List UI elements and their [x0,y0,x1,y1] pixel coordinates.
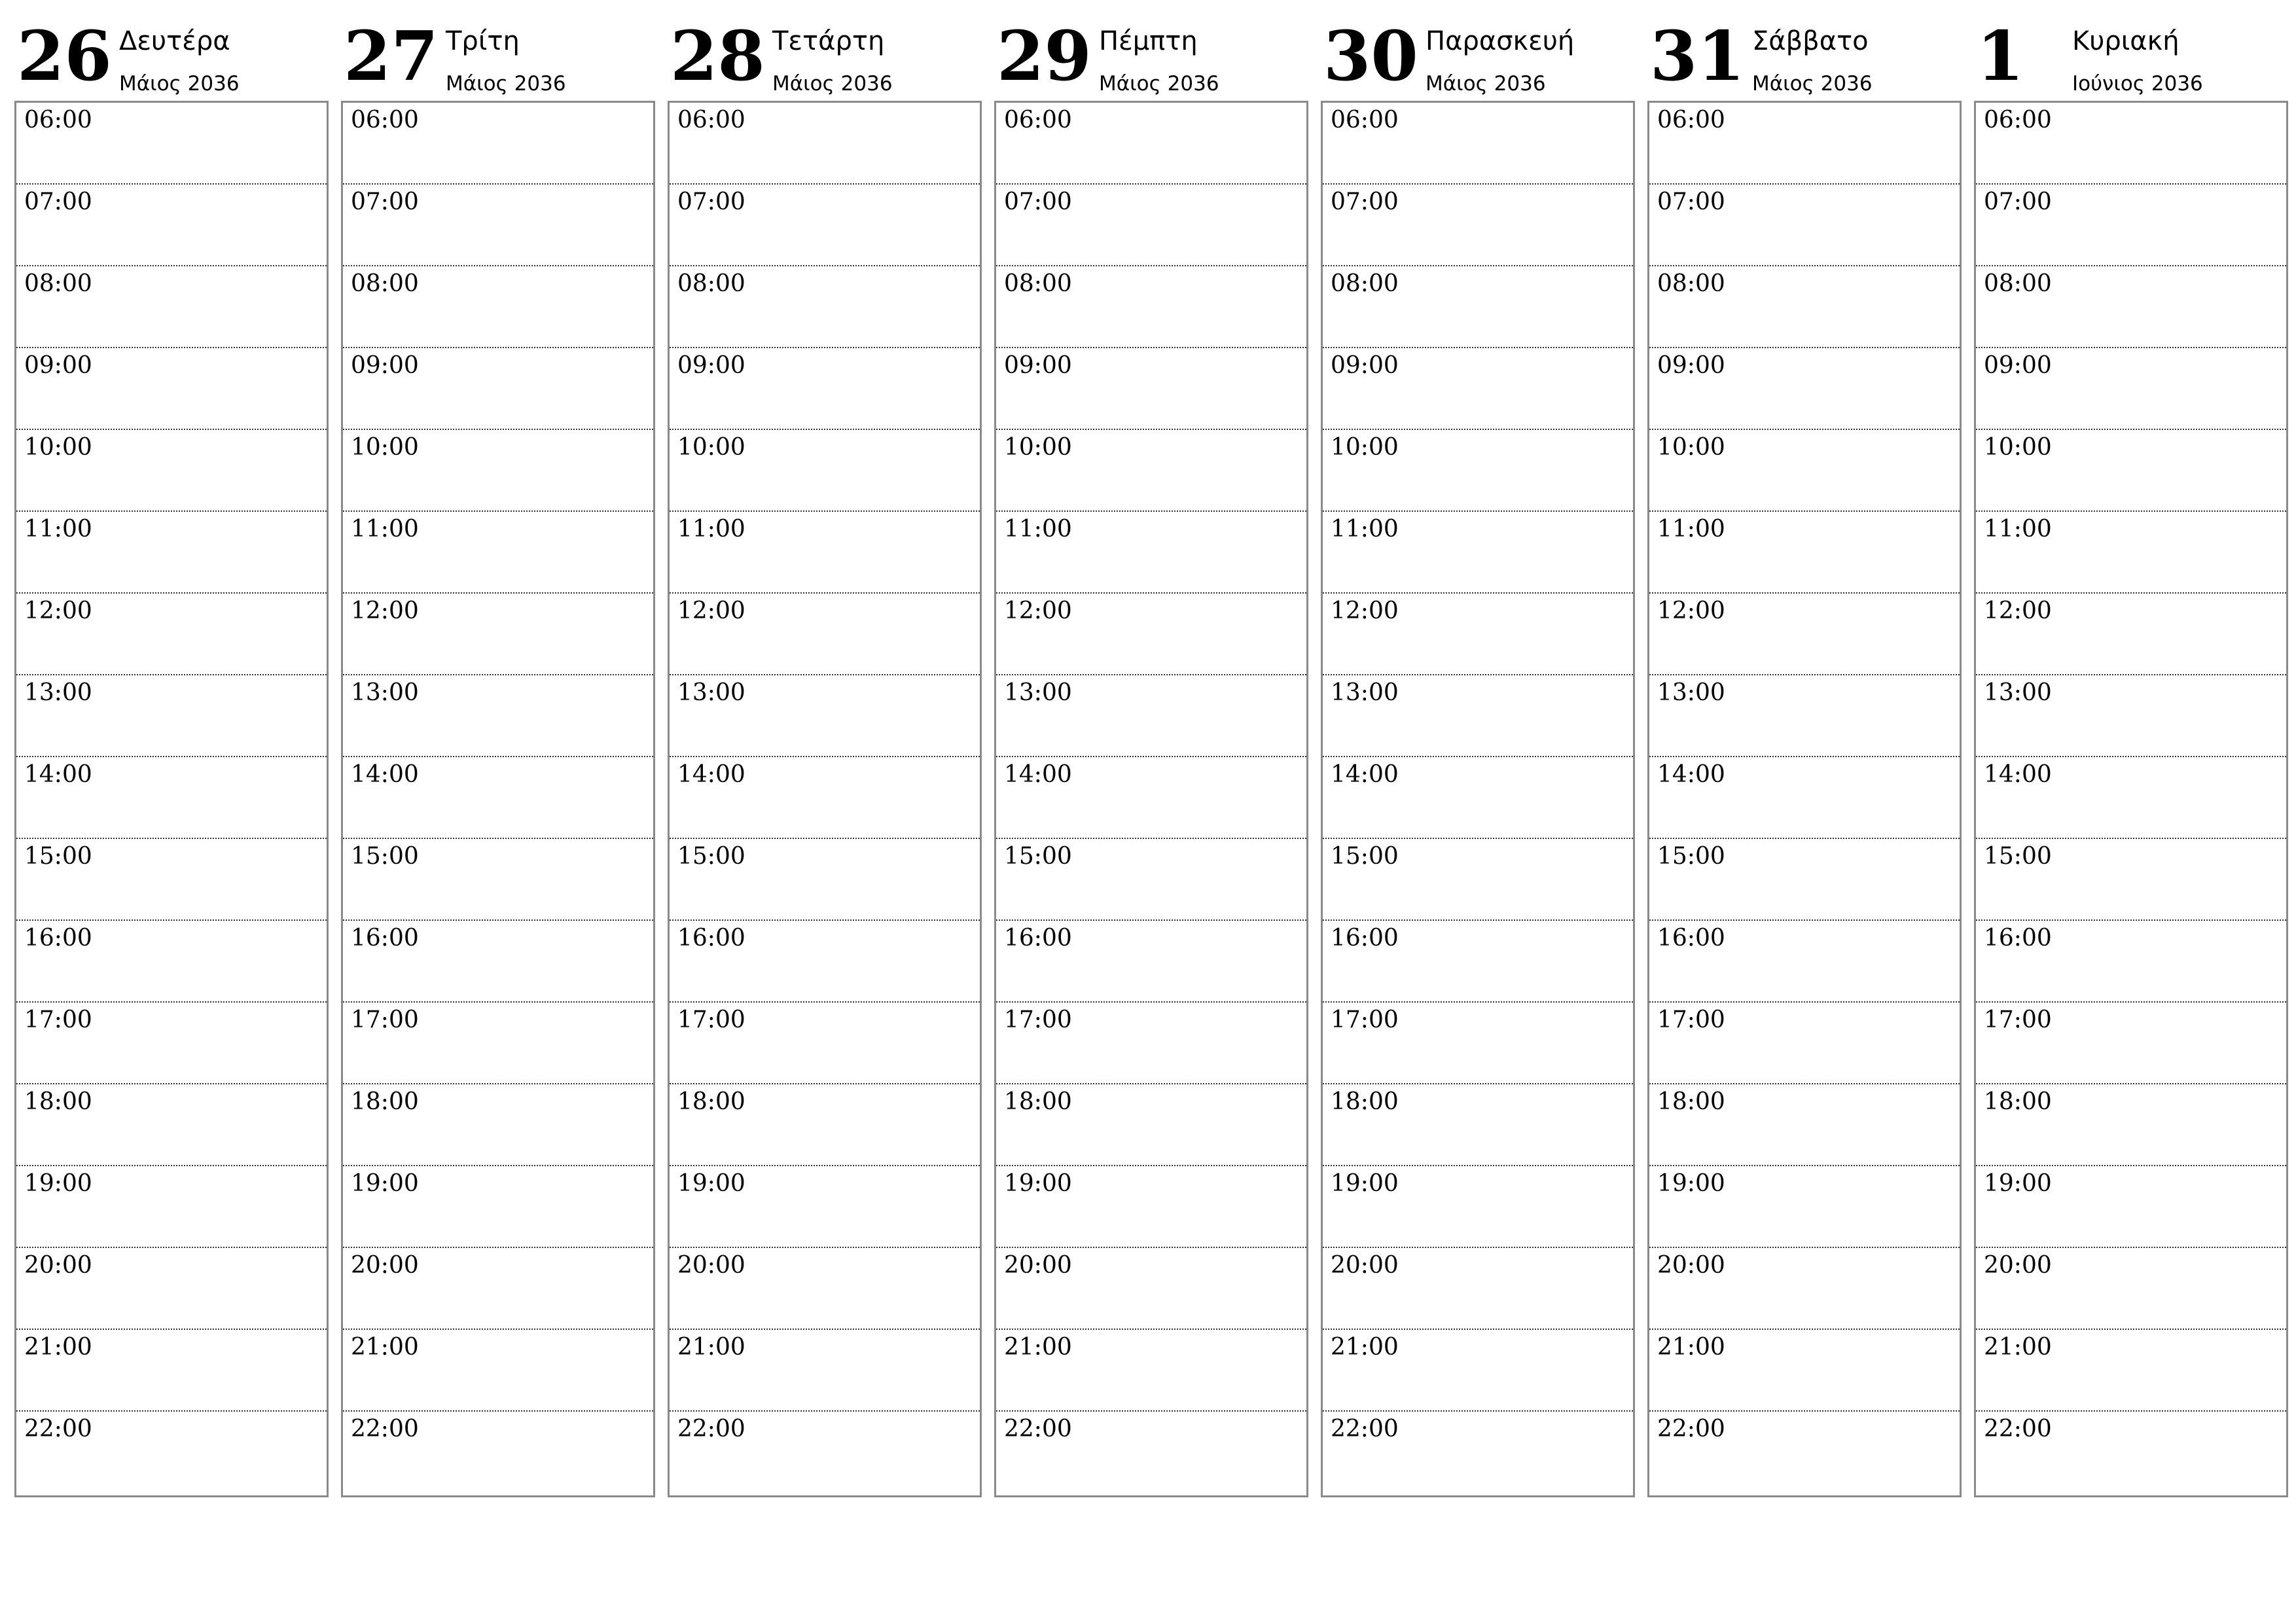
hour-label: 22:00 [1657,1416,1725,1442]
hour-slot[interactable] [670,103,980,185]
hour-label: 20:00 [1331,1252,1399,1279]
hour-label: 11:00 [677,516,745,543]
hour-slot[interactable] [1323,839,1633,921]
hour-slot[interactable] [1323,757,1633,839]
hour-label: 11:00 [1331,516,1399,543]
hour-label: 09:00 [1657,352,1725,379]
hour-slot[interactable] [1976,185,2286,266]
hour-slot[interactable] [996,185,1306,266]
hour-label: 19:00 [24,1170,92,1197]
hour-label: 08:00 [1984,270,2052,297]
hour-slot[interactable] [670,430,980,512]
hour-slot[interactable] [996,512,1306,594]
hour-slot[interactable] [1649,1248,1960,1330]
hour-label: 20:00 [1004,1252,1072,1279]
hour-label: 17:00 [351,1007,419,1033]
hour-slot[interactable] [1649,1003,1960,1084]
hour-slot[interactable] [16,594,327,675]
hour-slot[interactable] [343,266,653,348]
hour-label: 09:00 [24,352,92,379]
hour-label: 17:00 [1984,1007,2052,1033]
hour-slot[interactable] [670,675,980,757]
hour-slot[interactable] [343,1412,653,1492]
hour-label: 16:00 [1657,925,1725,952]
hour-slot[interactable] [16,348,327,430]
hour-label: 08:00 [1004,270,1072,297]
hour-slot[interactable] [1323,348,1633,430]
hour-slot[interactable] [670,757,980,839]
hour-slot[interactable] [670,839,980,921]
hour-slot[interactable] [1323,1084,1633,1166]
hour-label: 17:00 [1004,1007,1072,1033]
day-name: Κυριακή [2072,26,2179,56]
hour-slot[interactable] [1649,1412,1960,1492]
day-header [341,13,654,101]
day-name: Δευτέρα [119,26,230,56]
hour-label: 12:00 [24,597,92,624]
hour-slot[interactable] [670,1166,980,1248]
hour-label: 06:00 [1657,107,1725,134]
hour-label: 06:00 [1984,107,2052,134]
hour-slot[interactable] [670,594,980,675]
hour-label: 07:00 [1984,188,2052,215]
hour-label: 12:00 [1984,597,2052,624]
hour-slot[interactable] [16,1003,327,1084]
hour-slot[interactable] [670,1003,980,1084]
hour-label: 21:00 [1004,1334,1072,1361]
hour-label: 07:00 [677,188,745,215]
hour-slot[interactable] [16,1248,327,1330]
hour-label: 14:00 [24,761,92,788]
hour-label: 21:00 [24,1334,92,1361]
hour-slot[interactable] [1976,1166,2286,1248]
day-name: Παρασκευή [1426,26,1575,56]
hour-slot[interactable] [16,675,327,757]
hour-slot[interactable] [670,512,980,594]
hour-slot[interactable] [1323,103,1633,185]
hour-slot[interactable] [996,1084,1306,1166]
hour-label: 14:00 [1657,761,1725,788]
hour-label: 08:00 [351,270,419,297]
hour-label: 18:00 [1331,1088,1399,1115]
hour-label: 19:00 [351,1170,419,1197]
hour-label: 08:00 [24,270,92,297]
hour-label: 16:00 [677,925,745,952]
hour-slot[interactable] [1976,1084,2286,1166]
hour-label: 22:00 [24,1416,92,1442]
hour-label: 15:00 [677,843,745,870]
hour-label: 19:00 [1331,1170,1399,1197]
hour-label: 16:00 [24,925,92,952]
hour-slot[interactable] [996,1412,1306,1492]
hour-label: 15:00 [1984,843,2052,870]
hour-label: 21:00 [1657,1334,1725,1361]
hour-slot[interactable] [1976,348,2286,430]
hour-label: 10:00 [1657,434,1725,461]
hour-slot[interactable] [1976,1003,2286,1084]
hour-slot[interactable] [1649,185,1960,266]
hour-slot[interactable] [670,348,980,430]
hour-slot[interactable] [343,348,653,430]
hour-slot[interactable] [16,1084,327,1166]
hour-slot[interactable] [996,1003,1306,1084]
hour-label: 18:00 [1004,1088,1072,1115]
hour-label: 14:00 [677,761,745,788]
hour-label: 13:00 [677,679,745,706]
hour-slot[interactable] [1976,1330,2286,1412]
hour-slot[interactable] [1649,1330,1960,1412]
day-number: 31 [1650,16,1745,96]
hour-label: 22:00 [1004,1416,1072,1442]
hour-slot[interactable] [16,430,327,512]
hour-slot[interactable] [16,839,327,921]
hour-slot[interactable] [996,348,1306,430]
hour-label: 20:00 [677,1252,745,1279]
day-schedule [1647,101,1962,1497]
hour-slot[interactable] [1649,512,1960,594]
hour-label: 14:00 [1984,761,2052,788]
hour-label: 11:00 [1657,516,1725,543]
hour-label: 11:00 [24,516,92,543]
day-name: Πέμπτη [1099,26,1198,56]
hour-slot[interactable] [1323,1330,1633,1412]
day-number: 30 [1323,16,1418,96]
hour-slot[interactable] [1649,103,1960,185]
day-header [668,13,980,101]
hour-label: 12:00 [1004,597,1072,624]
hour-slot[interactable] [1649,757,1960,839]
hour-slot[interactable] [996,103,1306,185]
hour-slot[interactable] [1323,1166,1633,1248]
hour-label: 09:00 [351,352,419,379]
hour-slot[interactable] [343,594,653,675]
hour-slot[interactable] [1323,1003,1633,1084]
day-number: 1 [1977,16,2024,96]
hour-slot[interactable] [343,430,653,512]
hour-slot[interactable] [1976,839,2286,921]
hour-label: 22:00 [1331,1416,1399,1442]
day-number: 27 [344,16,439,96]
hour-slot[interactable] [996,1248,1306,1330]
hour-label: 11:00 [351,516,419,543]
hour-slot[interactable] [670,1084,980,1166]
hour-slot[interactable] [1976,921,2286,1003]
hour-label: 13:00 [351,679,419,706]
hour-slot[interactable] [1323,266,1633,348]
hour-label: 19:00 [677,1170,745,1197]
hour-slot[interactable] [670,266,980,348]
hour-label: 06:00 [1331,107,1399,134]
day-header [1974,13,2287,101]
hour-slot[interactable] [996,1166,1306,1248]
hour-slot[interactable] [996,1330,1306,1412]
hour-slot[interactable] [1649,675,1960,757]
hour-label: 09:00 [1331,352,1399,379]
hour-label: 12:00 [1331,597,1399,624]
day-column-wednesday [668,13,980,1442]
hour-slot[interactable] [670,921,980,1003]
hour-label: 10:00 [351,434,419,461]
day-header [14,13,327,101]
hour-label: 10:00 [677,434,745,461]
day-column-saturday [1647,13,1960,1442]
hour-slot[interactable] [343,512,653,594]
hour-label: 07:00 [351,188,419,215]
hour-slot[interactable] [670,185,980,266]
day-header [994,13,1307,101]
hour-slot[interactable] [343,1084,653,1166]
hour-slot[interactable] [996,266,1306,348]
weekly-planner [14,13,2291,1499]
hour-label: 20:00 [24,1252,92,1279]
hour-label: 09:00 [677,352,745,379]
hour-label: 14:00 [1331,761,1399,788]
hour-label: 15:00 [1331,843,1399,870]
day-column-friday [1321,13,1634,1442]
hour-slot[interactable] [1323,675,1633,757]
hour-label: 13:00 [1984,679,2052,706]
hour-slot[interactable] [343,103,653,185]
day-header [1321,13,1634,101]
hour-slot[interactable] [16,1330,327,1412]
hour-slot[interactable] [996,594,1306,675]
day-column-thursday [994,13,1307,1442]
hour-slot[interactable] [1976,512,2286,594]
hour-slot[interactable] [996,839,1306,921]
hour-slot[interactable] [1649,1166,1960,1248]
hour-slot[interactable] [1976,594,2286,675]
hour-label: 06:00 [351,107,419,134]
hour-label: 07:00 [1331,188,1399,215]
day-schedule [341,101,655,1497]
hour-label: 18:00 [351,1088,419,1115]
hour-slot[interactable] [1323,1248,1633,1330]
hour-label: 06:00 [1004,107,1072,134]
hour-label: 07:00 [1657,188,1725,215]
hour-label: 18:00 [24,1088,92,1115]
hour-slot[interactable] [343,839,653,921]
hour-slot[interactable] [16,185,327,266]
hour-slot[interactable] [343,1248,653,1330]
hour-slot[interactable] [16,1166,327,1248]
hour-label: 16:00 [1004,925,1072,952]
hour-slot[interactable] [343,675,653,757]
day-month: Μάιος 2036 [1752,72,1873,96]
hour-label: 13:00 [24,679,92,706]
hour-slot[interactable] [1323,512,1633,594]
hour-label: 10:00 [1004,434,1072,461]
day-schedule [668,101,982,1497]
hour-slot[interactable] [1976,757,2286,839]
hour-label: 15:00 [1004,843,1072,870]
hour-label: 13:00 [1004,679,1072,706]
hour-slot[interactable] [1976,266,2286,348]
day-name: Τετάρτη [772,26,885,56]
hour-label: 22:00 [1984,1416,2052,1442]
day-number: 26 [17,16,112,96]
hour-slot[interactable] [16,757,327,839]
hour-slot[interactable] [1649,1084,1960,1166]
day-name: Τρίτη [446,26,520,56]
hour-label: 21:00 [1984,1334,2052,1361]
hour-slot[interactable] [343,757,653,839]
hour-label: 17:00 [1331,1007,1399,1033]
hour-label: 10:00 [1984,434,2052,461]
hour-label: 12:00 [677,597,745,624]
hour-label: 17:00 [677,1007,745,1033]
hour-slot[interactable] [1649,839,1960,921]
hour-slot[interactable] [1323,1412,1633,1492]
hour-label: 09:00 [1004,352,1072,379]
hour-label: 15:00 [24,843,92,870]
day-schedule [1321,101,1635,1497]
day-month: Μάιος 2036 [446,72,566,96]
hour-label: 09:00 [1984,352,2052,379]
day-name: Σάββατο [1752,26,1869,56]
hour-slot[interactable] [343,1166,653,1248]
hour-slot[interactable] [16,266,327,348]
day-schedule [14,101,329,1497]
hour-slot[interactable] [16,512,327,594]
hour-label: 12:00 [1657,597,1725,624]
hour-label: 07:00 [24,188,92,215]
hour-slot[interactable] [1649,348,1960,430]
hour-label: 19:00 [1984,1170,2052,1197]
hour-slot[interactable] [16,103,327,185]
hour-slot[interactable] [1323,430,1633,512]
hour-label: 18:00 [677,1088,745,1115]
hour-slot[interactable] [670,1248,980,1330]
day-month: Ιούνιος 2036 [2072,72,2203,96]
hour-label: 18:00 [1657,1088,1725,1115]
hour-slot[interactable] [1649,266,1960,348]
hour-slot[interactable] [1649,921,1960,1003]
hour-label: 11:00 [1984,516,2052,543]
hour-label: 06:00 [24,107,92,134]
day-month: Μάιος 2036 [1426,72,1546,96]
hour-slot[interactable] [16,1412,327,1492]
day-schedule [1974,101,2288,1497]
hour-slot[interactable] [996,921,1306,1003]
hour-label: 14:00 [351,761,419,788]
hour-label: 17:00 [1657,1007,1725,1033]
hour-label: 20:00 [1657,1252,1725,1279]
hour-label: 06:00 [677,107,745,134]
hour-slot[interactable] [1976,1248,2286,1330]
hour-label: 16:00 [1331,925,1399,952]
hour-slot[interactable] [1976,103,2286,185]
hour-label: 15:00 [351,843,419,870]
day-month: Μάιος 2036 [1099,72,1219,96]
day-month: Μάιος 2036 [772,72,893,96]
hour-slot[interactable] [343,1003,653,1084]
hour-label: 20:00 [351,1252,419,1279]
day-column-tuesday [341,13,654,1442]
hour-label: 15:00 [1657,843,1725,870]
day-schedule [994,101,1308,1497]
hour-label: 08:00 [677,270,745,297]
hour-slot[interactable] [1976,675,2286,757]
hour-label: 12:00 [351,597,419,624]
day-number: 28 [670,16,765,96]
hour-label: 10:00 [1331,434,1399,461]
hour-label: 08:00 [1657,270,1725,297]
hour-slot[interactable] [16,921,327,1003]
hour-slot[interactable] [670,1412,980,1492]
hour-label: 14:00 [1004,761,1072,788]
hour-label: 07:00 [1004,188,1072,215]
day-column-sunday [1974,13,2287,1442]
hour-label: 21:00 [677,1334,745,1361]
hour-slot[interactable] [1649,594,1960,675]
hour-slot[interactable] [996,430,1306,512]
day-column-monday [14,13,327,1442]
hour-label: 18:00 [1984,1088,2052,1115]
day-header [1647,13,1960,101]
hour-slot[interactable] [996,675,1306,757]
hour-label: 13:00 [1331,679,1399,706]
hour-label: 16:00 [1984,925,2052,952]
hour-label: 08:00 [1331,270,1399,297]
hour-slot[interactable] [343,185,653,266]
hour-slot[interactable] [1323,921,1633,1003]
hour-label: 16:00 [351,925,419,952]
hour-label: 10:00 [24,434,92,461]
hour-label: 22:00 [351,1416,419,1442]
hour-slot[interactable] [1976,430,2286,512]
hour-label: 17:00 [24,1007,92,1033]
hour-label: 19:00 [1657,1170,1725,1197]
day-month: Μάιος 2036 [119,72,240,96]
hour-label: 13:00 [1657,679,1725,706]
hour-label: 21:00 [351,1334,419,1361]
hour-slot[interactable] [343,921,653,1003]
hour-slot[interactable] [343,1330,653,1412]
hour-label: 11:00 [1004,516,1072,543]
hour-label: 22:00 [677,1416,745,1442]
hour-slot[interactable] [996,757,1306,839]
hour-slot[interactable] [1323,594,1633,675]
hour-slot[interactable] [1649,430,1960,512]
hour-slot[interactable] [670,1330,980,1412]
hour-label: 21:00 [1331,1334,1399,1361]
day-number: 29 [997,16,1092,96]
hour-slot[interactable] [1323,185,1633,266]
hour-slot[interactable] [1976,1412,2286,1492]
hour-label: 20:00 [1984,1252,2052,1279]
hour-label: 19:00 [1004,1170,1072,1197]
